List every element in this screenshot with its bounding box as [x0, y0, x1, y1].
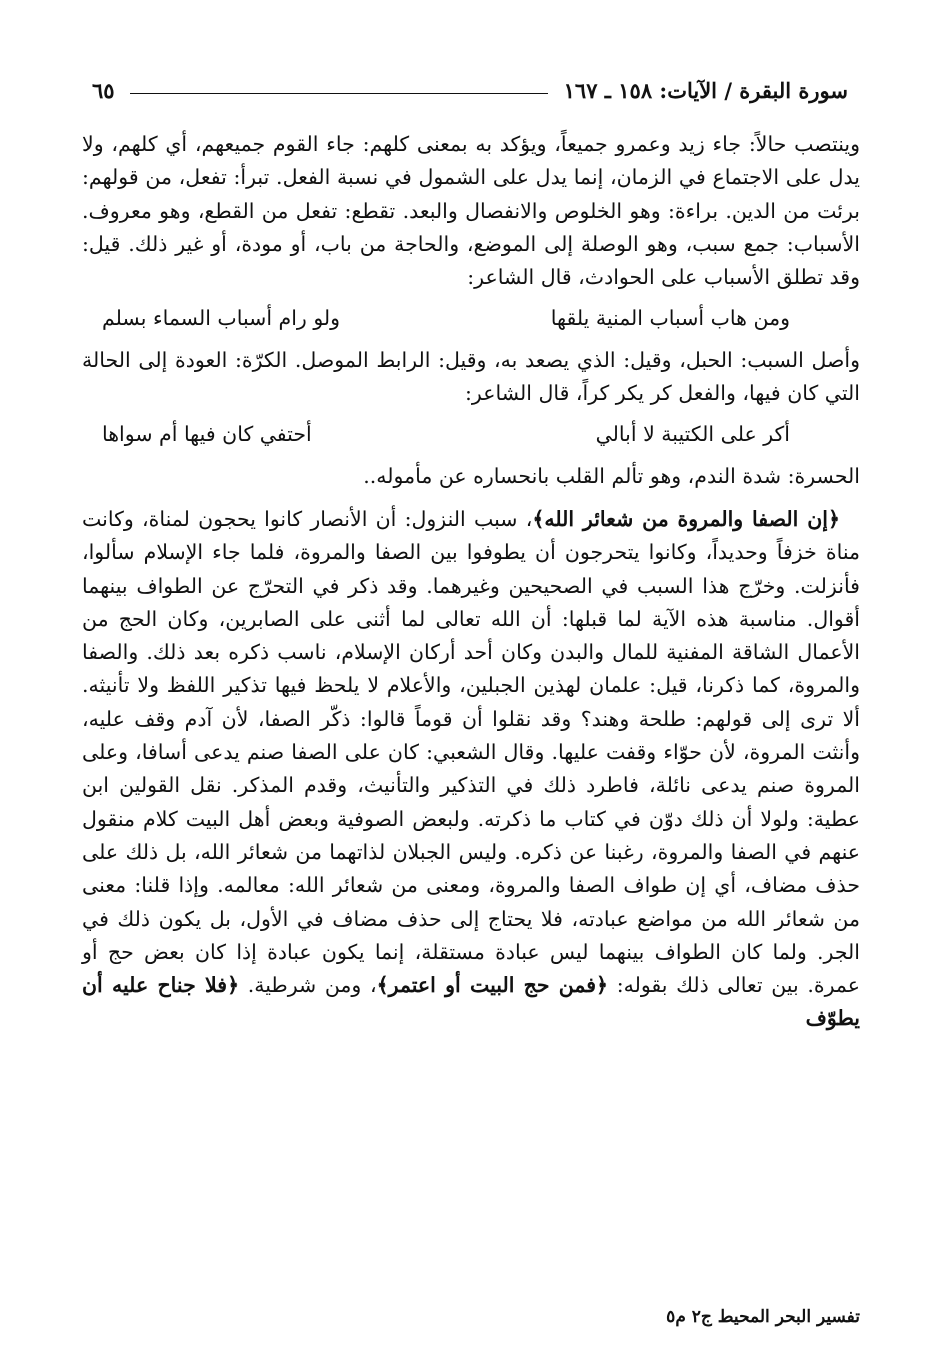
paragraph-hasra: الحسرة: شدة الندم، وهو تألم القلب بانحساره عن مأموله.. — [363, 463, 860, 488]
paragraph-tafsir — [82, 503, 860, 1036]
poem-1-first-hemistich: ومن هاب أسباب المنية يلقها — [550, 306, 790, 331]
page-body — [82, 128, 860, 1036]
quran-verse-safa-marwa: إن الصفا والمروة من شعائر الله — [544, 506, 828, 531]
paragraph-tafsir-tail: ، ومن شرطية. — [239, 973, 377, 998]
verse-bracket-open: ﴿ — [227, 973, 240, 998]
page-header — [92, 78, 848, 110]
page-number: ٦٥ — [92, 78, 115, 103]
header-rule — [130, 93, 548, 94]
poem-1-second-hemistich: ولو رام أسباب السماء بسلم — [102, 306, 341, 331]
paragraph-tafsir-text: ، سبب النزول: أن الأنصار كانوا يحجون لمناة، وكانت مناة خزفاً وحديداً، وكانوا يتحرجون أن يطوفوا بين الصفا والمروة، فلما جاء الإسلام سألوا، فأنزلت. وخرّج هذا السبب في الصحيحين وغيرهما. وقد ذكر في التحرّج عن الطواف بينهما أقوال. مناسبة هذه الآية لما قبلها: أن الله تعالى لما أثنى على الصابرين، وكان الحج من الأعمال الشاقة المفنية للمال والبدن وكان أحد أركان الإسلام، ناسب ذكره بعد ذلك. والصفا والمروة، كما ذكرنا، قيل: علمان لهذين الجبلين، والأعلام لا يلحظ فيها تذكير اللفظ ولا تأنيثه. ألا ترى إلى قولهم: طلحة وهند؟ وقد نقلوا أن قوماً قالوا: ذكّر الصفا، لأن آدم وقف عليه، وأنثت المروة، لأن حوّاء وقفت عليها. وقال الشعبي: كان على الصفا صنم يدعى أسافا، وعلى المروة صنم يدعى نائلة، فاطرد ذلك في التذكير والتأنيث، وقدم المذكر. نقل القولين ابن عطية: ولولا أن ذلك دوّن في كتاب ما ذكرته. ولبعض الصوفية وبعض أهل البيت كلام منقول عنهم في الصفا والمروة، رغبنا عن ذكره. وليس الجبلان لذاتهما من شعائر الله، بل ذلك على حذف مضاف، أي إن طواف الصفا والمروة، ومعنى من شعائر الله: معالمه. وإذا قلنا: معنى من شعائر الله من مواضع عبادته، فلا يحتاج إلى حذف مضاف في الأول، بل يكون ذلك في الجر. ولما كان الطواف بينهما ليس عبادة مستقلة، إنما يكون عبادة إذا كان بعض حج أو عمرة. بين تعالى ذلك بقوله: — [82, 506, 860, 998]
verse-bracket-open: ﴿ — [596, 973, 609, 998]
poem-2-first-hemistich: أكر على الكتيبة لا أبالي — [595, 422, 790, 447]
quran-verse-hajj: فمن حج البيت أو اعتمر — [388, 973, 597, 998]
running-title: سورة البقرة / الآيات: ١٥٨ ـ ١٦٧ — [563, 78, 848, 103]
poem-2-second-hemistich: أحتفي كان فيها أم سواها — [102, 422, 312, 447]
verse-bracket-open: ﴿ — [827, 506, 840, 531]
verse-bracket-close: ﴾ — [376, 973, 389, 998]
verse-bracket-close: ﴾ — [532, 506, 545, 531]
page-footer: تفسير البحر المحيط ج٢ م٥ — [666, 1307, 860, 1327]
paragraph-sabab: وأصل السبب: الحبل، وقيل: الذي يصعد به، وقيل: الرابط الموصل. الكرّة: العودة إلى الحالة التي كان فيها، والفعل كر يكر كراً، قال الشاعر: — [82, 347, 860, 406]
poem-verse-1 — [82, 294, 860, 343]
paragraph-definitions: وينتصب حالاً: جاء زيد وعمرو جميعاً، ويؤكد به بمعنى كلهم: جاء القوم جميعهم، أي كلهم، ولا يدل على الاجتماع في الزمان، إنما يدل على الشمول في نسبة الفعل. تبرأ: تفعل، من قولهم: برئت من الدين. براءة: وهو الخلوص والانفصال والبعد. تقطع: تفعل من القطع، وهو معروف. الأسباب: جمع سبب، وهو الوصلة إلى الموضع، والحاجة من باب، أو مودة، أو غير ذلك. قيل: وقد تطلق الأسباب على الحوادث، قال الشاعر: — [82, 132, 860, 290]
quran-verse-junah: فلا جناح عليه أن يطوّف — [82, 973, 860, 1031]
poem-verse-2 — [82, 410, 860, 459]
paragraph-gap — [82, 493, 860, 503]
